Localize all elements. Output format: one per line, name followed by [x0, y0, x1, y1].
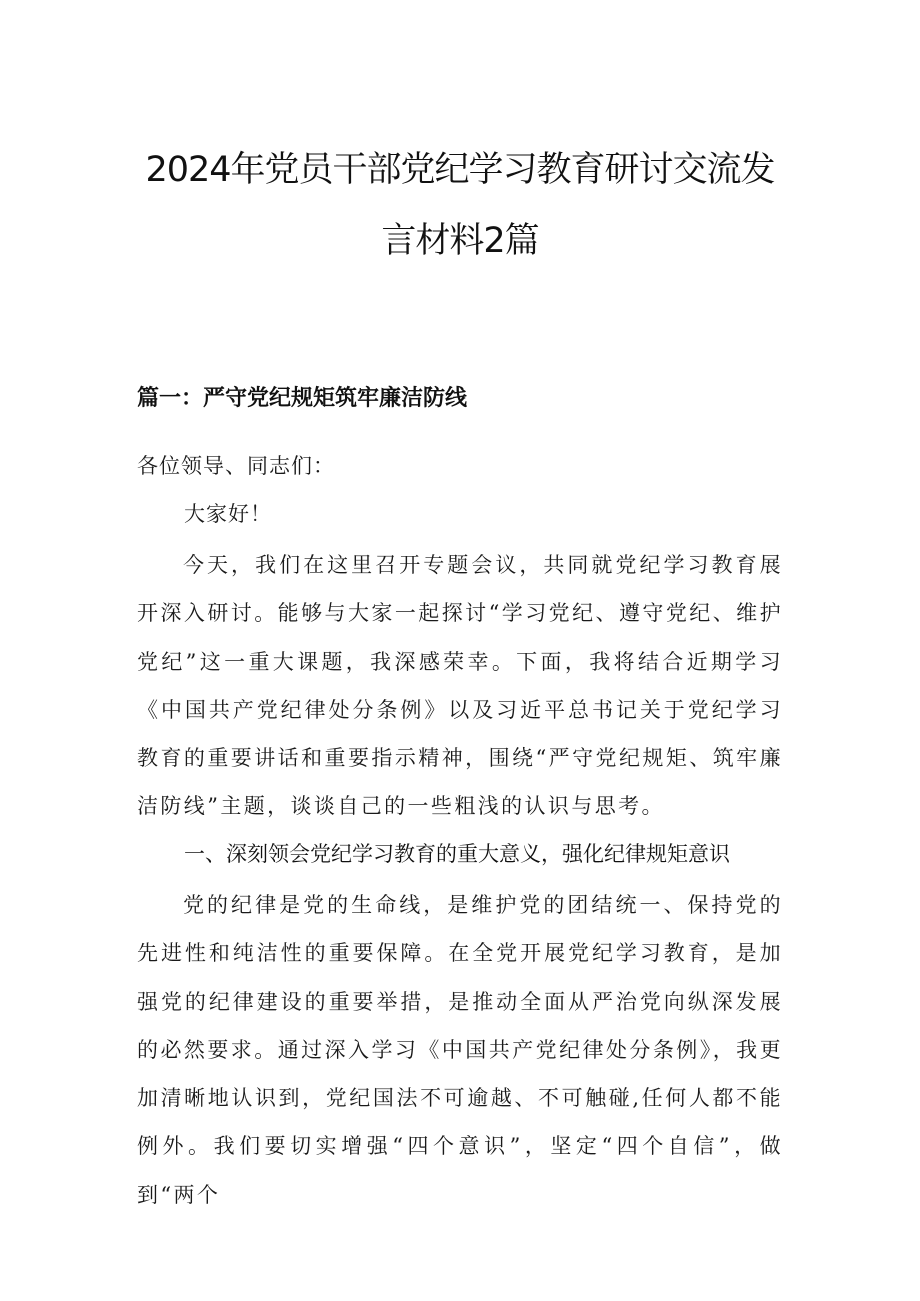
section-heading: 篇一：严守党纪规矩筑牢廉洁防线	[137, 386, 468, 411]
body-paragraph-1: 今天，我们在这里召开专题会议，共同就党纪学习教育展开深入研讨。能够与大家一起探讨“学习党纪、遵守党纪、维护党纪”这一重大课题，我深感荣幸。下面，我将结合近期学习《中国共产党纪律处分条例》以及习近平总书记关于党纪学习教育的重要讲话和重要指示精神，围绕“严守党纪规矩、筑牢廉洁防线”主题，谈谈自己的一些粗浅的认识与思考。	[137, 553, 783, 819]
sub-heading-1: 一、深刻领会党纪学习教育的重大意义，强化纪律规矩意识	[184, 842, 730, 866]
document-title-line-2: 言材料2篇	[381, 221, 539, 261]
salutation: 各位领导、同志们：	[137, 454, 335, 478]
document-title-line-1: 2024年党员干部党纪学习教育研讨交流发	[145, 150, 775, 190]
body-paragraph-2: 党的纪律是党的生命线，是维护党的团结统一、保持党的先进性和纯洁性的重要保障。在全党开展党纪学习教育，是加强党的纪律建设的重要举措，是推动全面从严治党向纵深发展的必然要求。通过深入学习《中国共产党纪律处分条例》，我更加清晰地认识到，党纪国法不可逾越、不可触碰,任何人都不能例外。我们要切实增强“四个意识”，坚定“四个自信”，做到“两个	[137, 893, 783, 1207]
greeting: 大家好！	[184, 502, 272, 526]
